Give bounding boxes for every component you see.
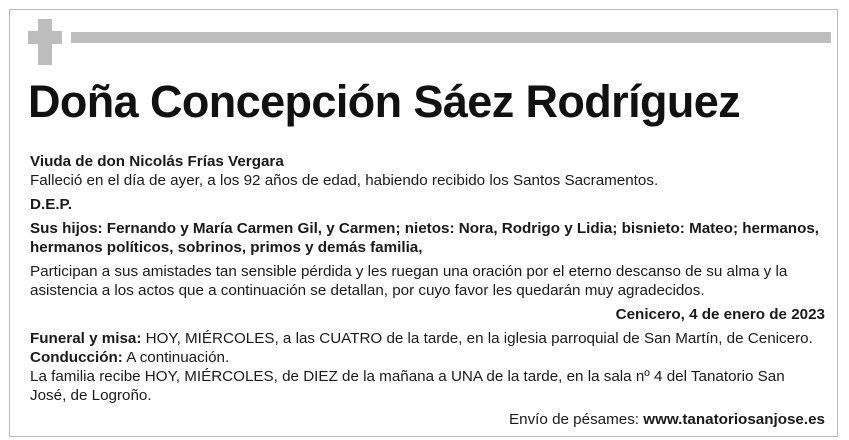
invitation-line: Participan a sus amistades tan sensible pérdida y les ruegan una oración por el eterno descanso de su alma y la asistencia a los actos que a continuación se detallan, por cuyo favor les quedarán muy agradecidos. xyxy=(30,263,788,299)
widow-line: Viuda de don Nicolás Frías Vergara xyxy=(30,153,284,170)
funeral-line xyxy=(30,329,825,348)
family-line: Sus hijos: Fernando y María Carmen Gil, y Carmen; nietos: Nora, Rodrigo y Lidia; bisnieto: Mateo; hermanos, hermanos políticos, sobrinos, primos y demás familia, xyxy=(30,220,820,256)
deceased-name: Doña Concepción Sáez Rodríguez xyxy=(28,76,741,127)
funeral-text: HOY, MIÉRCOLES, a las CUATRO de la tarde, en la iglesia parroquial de San Martín, de Cenicero. xyxy=(141,330,813,347)
cross-icon xyxy=(28,19,62,65)
condolences-link[interactable]: www.tanatoriosanjose.es xyxy=(643,411,825,428)
header-rule xyxy=(71,32,831,43)
funeral-label: Funeral y misa: xyxy=(30,330,142,347)
wake-line: La familia recibe HOY, MIÉRCOLES, de DIEZ de la mañana a UNA de la tarde, en la sala nº 4 del Tanatorio San José, de Logroño. xyxy=(30,368,785,404)
condolences-line xyxy=(30,410,825,429)
notice-body xyxy=(30,152,825,429)
conduction-label: Conducción: xyxy=(30,349,123,366)
conduction-text: A continuación. xyxy=(122,349,230,366)
condolences-label: Envío de pésames: xyxy=(509,411,644,428)
dep-line: D.E.P. xyxy=(30,196,72,213)
place-date: Cenicero, 4 de enero de 2023 xyxy=(615,306,825,323)
death-line: Falleció en el día de ayer, a los 92 años de edad, habiendo recibido los Santos Sacramentos. xyxy=(30,172,659,189)
conduction-line xyxy=(30,348,825,367)
